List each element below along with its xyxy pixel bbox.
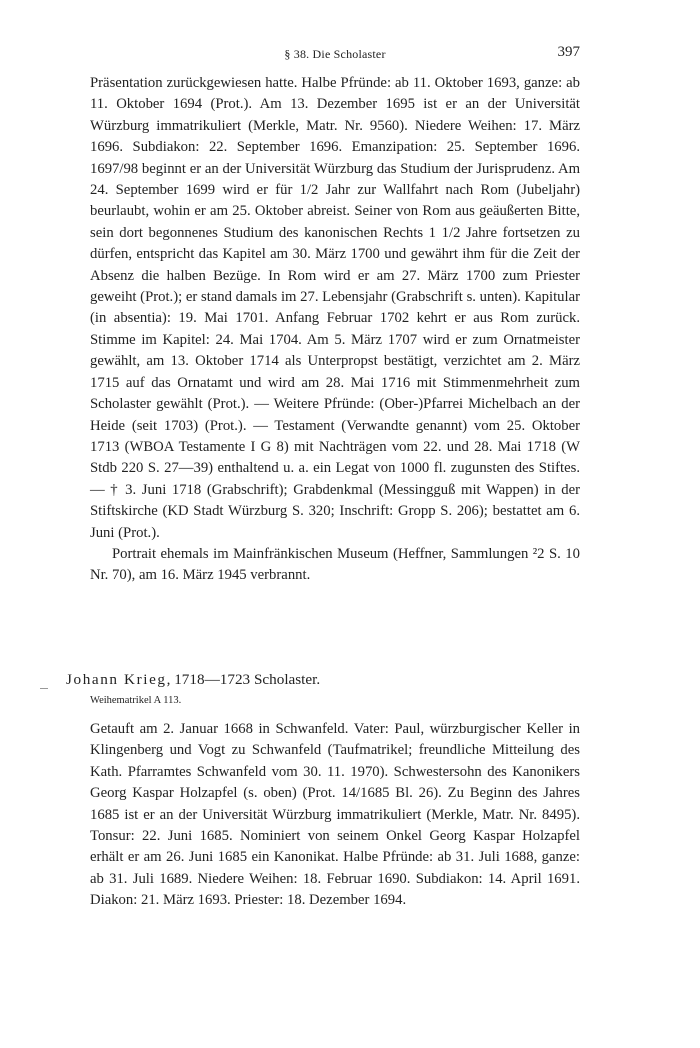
entry-text <box>90 719 580 912</box>
paragraph: Portrait ehemals im Mainfränkischen Museum (Heffner, Sammlungen ²2 S. 10 Nr. 70), am 16. März 1945 verbrannt. <box>90 545 580 584</box>
person-name: Johann Krieg <box>66 671 167 688</box>
margin-mark <box>40 688 48 689</box>
page-number: 397 <box>557 44 580 60</box>
entry-heading <box>66 670 580 690</box>
continued-entry <box>90 73 580 587</box>
paragraph: Getauft am 2. Januar 1668 in Schwanfeld. Vater: Paul, würzburgischer Keller in Klingenberg und Vogt zu Schwanfeld (Taufmatrikel; freundliche Mitteilung des Kath. Pfarramtes Schwanfeld vom 30. 11. 1970). Schwestersohn des Kanonikers Georg Kaspar Holzapfel (s. oben) (Prot. 14/1685 Bl. 26). Zu Beginn des Jahres 1685 ist er an der Universität Würzburg immatrikuliert (Merkle, Matr. Nr. 8495). Tonsur: 22. Juni 1685. Nominiert von seinem Onkel Georg Kaspar Holzapfel erhält er am 26. Juni 1685 ein Kanonikat. Halbe Pfründe: ab 31. Juli 1688, ganze: ab 31. Juli 1689. Niedere Weihen: 18. Februar 1690. Subdiakon: 14. April 1691. Diakon: 21. März 1693. Priester: 18. Dezember 1694. <box>90 721 580 909</box>
heading-rest: , 1718—1723 Scholaster. <box>166 671 321 688</box>
running-head: § 38. Die Scholaster <box>284 47 386 61</box>
paragraph: Präsentation zurückgewiesen hatte. Halbe Pfründe: ab 11. Oktober 1693, ganze: ab 11. Oktober 1694 (Prot.). Am 13. Dezember 1695 ist er an der Universität Würzburg immatrikuliert (Merkle, Matr. Nr. 9560). Niedere Weihen: 17. März 1696. Subdiakon: 22. September 1696. Emanzipation: 25. September 1696. 1697/98 beginnt er an der Universität Würzburg das Studium der Jurisprudenz. Am 24. September 1699 wird er für 1/2 Jahr zur Wallfahrt nach Rom (Jubeljahr) beurlaubt, wohin er am 25. Oktober abreist. Seiner von Rom aus geäußerten Bitte, sein dort begonnenes Studium des kanonischen Rechts 1 1/2 Jahre fortsetzen zu dürfen, entspricht das Kapitel am 30. März 1700 und gewährt ihm für die Zeit der Absenz die halben Bezüge. In Rom wird er am 27. März 1700 zum Priester geweiht (Prot.); er stand damals im 27. Lebensjahr (Grabschrift s. unten). Kapitular (in absentia): 19. Mai 1701. Anfang Februar 1702 kehrt er aus Rom zurück. Stimme im Kapitel: 24. Mai 1704. Am 5. März 1707 wird er zum Ornatmeister gewählt, am 13. Oktober 1714 als Unterpropst bestätigt, verzichtet am 2. März 1715 auf das Ornatamt und wird am 28. Mai 1716 mit Stimmenmehrheit zum Scholaster gewählt (Prot.). — Weitere Pfründe: (Ober-)Pfarrei Michelbach an der Heide (seit 1703) (Prot.). — Testament (Verwandte genannt) vom 25. Oktober 1713 (WBOA Testamente I G 8) mit Nachträgen vom 22. und 28. Mai 1718 (W Stdb 220 S. 27—39) enthaltend u. a. ein Legat von 1000 fl. zugunsten des Stiftes. — † 3. Juni 1718 (Grabschrift); Grabdenkmal (Messingguß mit Wappen) in der Stiftskirche (KD Stadt Würzburg S. 320; Inschrift: Gropp S. 206); bestattet am 6. Juni (Prot.). <box>90 75 580 541</box>
page-header <box>90 44 580 64</box>
source-reference: Weihematrikel A 113. <box>90 695 182 706</box>
